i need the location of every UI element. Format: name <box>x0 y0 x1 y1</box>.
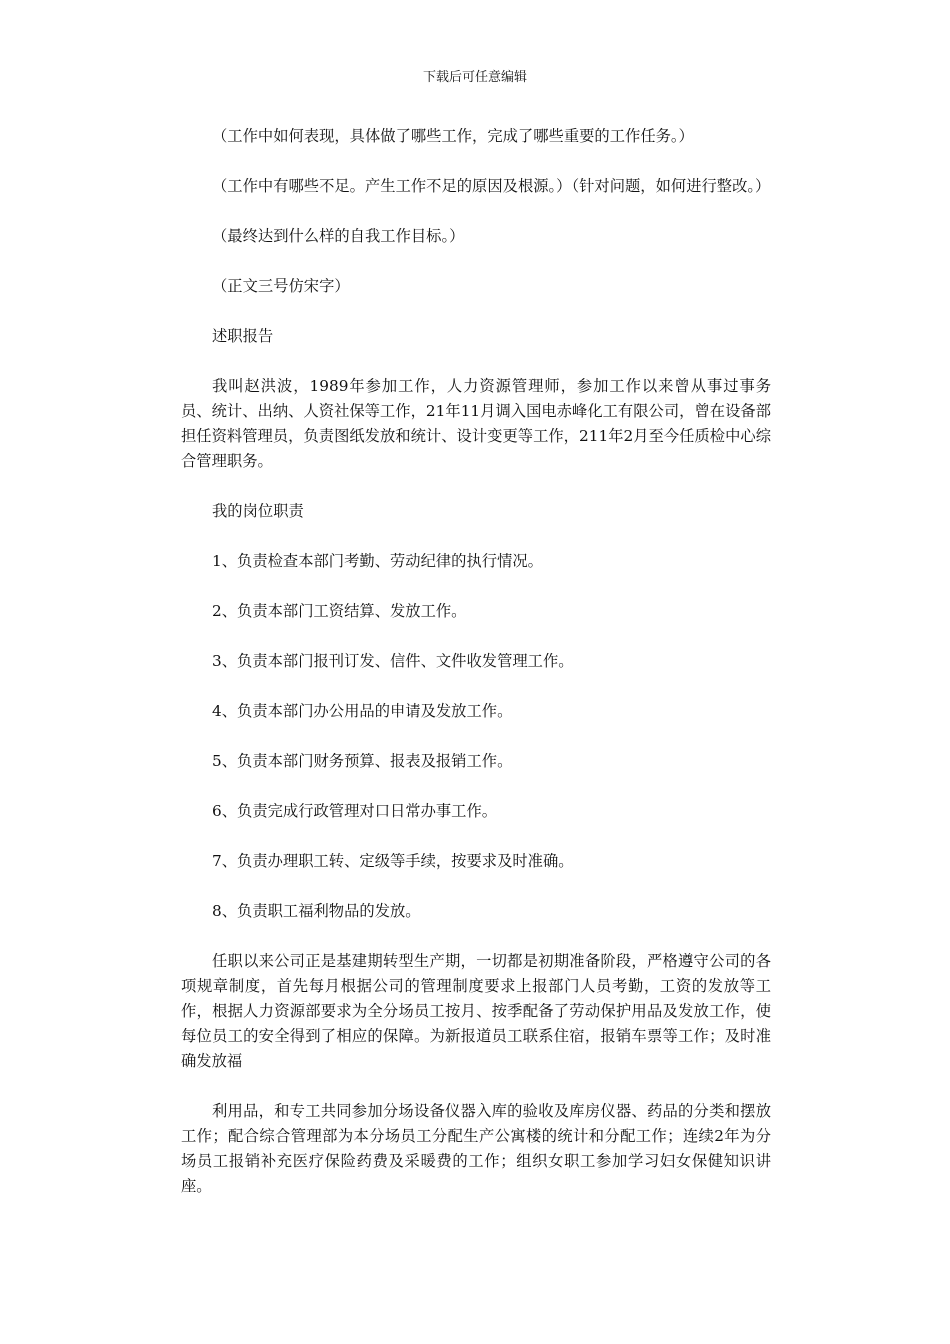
duty-item: 5、负责本部门财务预算、报表及报销工作。 <box>212 752 513 770</box>
duty-item: 4、负责本部门办公用品的申请及发放工作。 <box>212 702 513 720</box>
duty-item: 6、负责完成行政管理对口日常办事工作。 <box>212 802 498 820</box>
placeholder-paragraph-font-note: （正文三号仿宋字） <box>212 277 350 295</box>
placeholder-paragraph-performance: （工作中如何表现，具体做了哪些工作，完成了哪些重要的工作任务。） <box>212 127 694 145</box>
duty-item: 1、负责检查本部门考勤、劳动纪律的执行情况。 <box>212 552 543 570</box>
page-header: 下载后可任意编辑 <box>422 70 527 85</box>
section-heading-duties: 我的岗位职责 <box>212 502 304 520</box>
duty-item: 8、负责职工福利物品的发放。 <box>212 902 421 920</box>
report-title: 述职报告 <box>212 327 274 345</box>
duty-item: 7、负责办理职工转、定级等手续，按要求及时准确。 <box>212 852 574 870</box>
placeholder-paragraph-shortcomings: （工作中有哪些不足。产生工作不足的原因及根源。）（针对问题，如何进行整改。） <box>212 177 771 195</box>
placeholder-paragraph-goals: （最终达到什么样的自我工作目标。） <box>212 227 465 245</box>
work-summary-paragraph: 任职以来公司正是基建期转型生产期，一切都是初期准备阶段，严格遵守公司的各项规章制度，首先每月根据公司的管理制度要求上报部门人员考勤，工资的发放等工作，根据人力资源部要求为全分场员工按月、按季配备了劳动保护用品及发放工作，使每位员工的安全得到了相应的保障。为新报道员工联系住宿，报销车票等工作；及时准确发放福 <box>181 952 771 1070</box>
duty-item: 2、负责本部门工资结算、发放工作。 <box>212 602 467 620</box>
duty-item: 3、负责本部门报刊订发、信件、文件收发管理工作。 <box>212 652 574 670</box>
document-body <box>181 124 771 1224</box>
work-summary-continuation: 利用品，和专工共同参加分场设备仪器入库的验收及库房仪器、药品的分类和摆放工作；配合综合管理部为本分场员工分配生产公寓楼的统计和分配工作；连续2年为分场员工报销补充医疗保险药费及采暖费的工作；组织女职工参加学习妇女保健知识讲座。 <box>181 1102 771 1195</box>
intro-paragraph: 我叫赵洪波，1989年参加工作，人力资源管理师，参加工作以来曾从事过事务员、统计、出纳、人资社保等工作，21年11月调入国电赤峰化工有限公司，曾在设备部担任资料管理员，负责图纸发放和统计、设计变更等工作，211年2月至今任质检中心综合管理职务。 <box>181 377 771 470</box>
